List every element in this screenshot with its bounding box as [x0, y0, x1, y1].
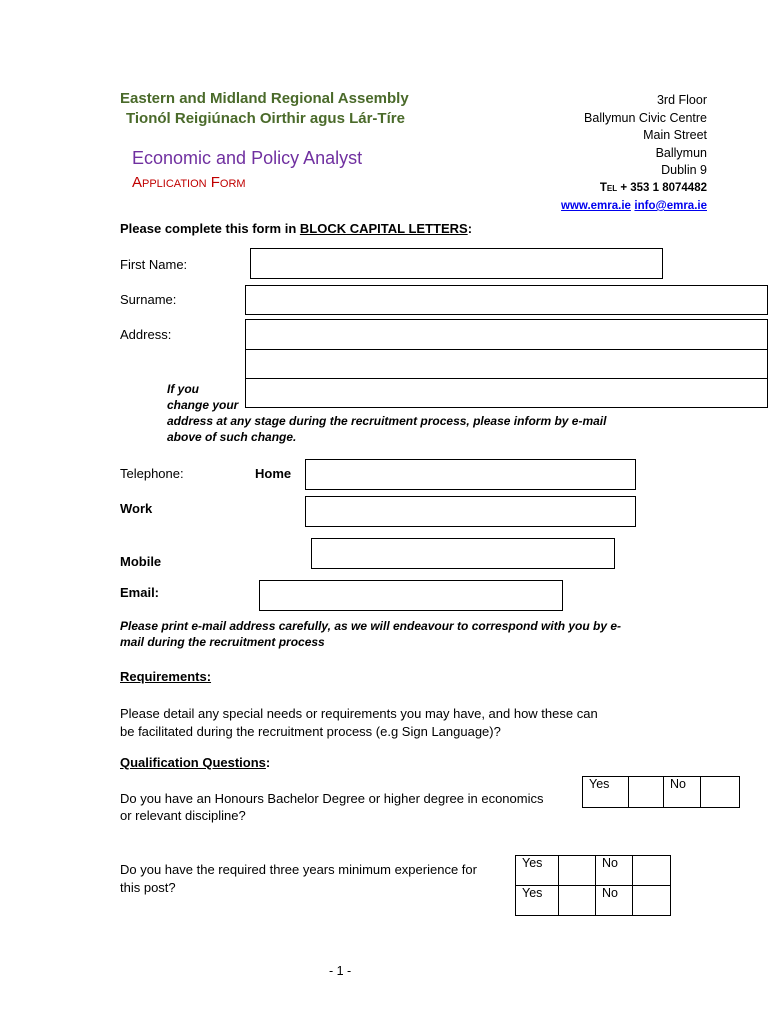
- address-line: Dublin 9: [661, 163, 707, 177]
- question-1-line-1: Do you have an Honours Bachelor Degree or higher degree in economics: [120, 791, 544, 806]
- telephone-label: Telephone:: [120, 466, 184, 481]
- requirements-heading: Requirements:: [120, 669, 212, 684]
- org-name-irish: Tionól Reigiúnach Oirthir agus Lár-Tíre: [126, 110, 405, 127]
- address-line: Ballymun: [655, 145, 707, 160]
- address-line: 3rd Floor: [656, 93, 707, 107]
- requirements-text-2: be facilitated during the recruitment process (e.g Sign Language)?: [120, 724, 501, 739]
- org-name-english: Eastern and Midland Regional Assembly: [120, 90, 409, 107]
- email-note-2: mail during the recruitment process: [120, 635, 325, 649]
- qualifications-heading: [120, 755, 270, 770]
- address-note-3: address at any stage during the recruitment process, please inform by e-mail: [167, 414, 607, 428]
- form-instructions: [120, 221, 472, 236]
- address-line: Main Street: [643, 128, 707, 142]
- home-phone-field[interactable]: [305, 459, 636, 490]
- q2-yes-checkbox[interactable]: [559, 856, 596, 886]
- question-1-answer-table: [582, 776, 740, 808]
- question-2-line-2: this post?: [120, 880, 176, 895]
- qualifications-heading-text: Qualification Questions: [120, 755, 266, 770]
- work-phone-label: Work: [120, 501, 153, 516]
- q2-no-label: No: [596, 856, 633, 886]
- home-phone-label: Home: [255, 466, 292, 481]
- surname-field[interactable]: [245, 285, 768, 315]
- address-field-line-2[interactable]: [245, 349, 768, 379]
- q2b-no-label: No: [596, 886, 633, 916]
- form-title: Application Form: [132, 174, 246, 191]
- address-note-4: above of such change.: [167, 430, 297, 444]
- question-2-answer-table: [515, 855, 671, 916]
- surname-label: Surname:: [120, 292, 177, 307]
- email-note-1: Please print e-mail address carefully, as we will endeavour to correspond with you by e-: [120, 619, 622, 633]
- email-link[interactable]: info@emra.ie: [634, 200, 707, 212]
- email-label: Email:: [120, 585, 160, 600]
- first-name-label: First Name:: [120, 257, 188, 272]
- page-number: - 1 -: [329, 964, 352, 978]
- address-field-line-3[interactable]: [245, 378, 768, 408]
- address-note-1: If you: [167, 382, 199, 396]
- job-title: Economic and Policy Analyst: [132, 148, 363, 168]
- instructions-prefix: Please complete this form in: [120, 221, 300, 236]
- question-2-line-1: Do you have the required three years minimum experience for: [120, 862, 477, 877]
- requirements-text-1: Please detail any special needs or requirements you may have, and how these can: [120, 706, 598, 721]
- question-1-line-2: or relevant discipline?: [120, 808, 246, 823]
- contact-address: [487, 92, 707, 216]
- address-field-line-1[interactable]: [245, 319, 768, 350]
- work-phone-field[interactable]: [305, 496, 636, 527]
- email-field[interactable]: [259, 580, 563, 611]
- first-name-field[interactable]: [250, 248, 663, 279]
- telephone-number: Tel + 353 1 8074482: [599, 181, 707, 194]
- q2-yes-label: Yes: [516, 856, 559, 886]
- q2b-yes-label: Yes: [516, 886, 559, 916]
- mobile-phone-field[interactable]: [311, 538, 615, 569]
- instructions-emphasis: BLOCK CAPITAL LETTERS: [299, 221, 468, 236]
- q2b-no-checkbox[interactable]: [633, 886, 671, 916]
- q1-no-label: No: [664, 777, 701, 808]
- q2b-yes-checkbox[interactable]: [559, 886, 596, 916]
- qualifications-heading-suffix: :: [265, 755, 271, 770]
- address-line: Ballymun Civic Centre: [584, 110, 707, 125]
- mobile-phone-label: Mobile: [120, 554, 162, 569]
- q1-no-checkbox[interactable]: [701, 777, 740, 808]
- q2-no-checkbox[interactable]: [633, 856, 671, 886]
- q1-yes-checkbox[interactable]: [629, 777, 664, 808]
- address-label: Address:: [120, 327, 172, 342]
- instructions-suffix: :: [467, 221, 473, 236]
- q1-yes-label: Yes: [583, 777, 629, 808]
- website-link[interactable]: www.emra.ie: [561, 200, 631, 212]
- address-note-2: change your: [167, 398, 239, 412]
